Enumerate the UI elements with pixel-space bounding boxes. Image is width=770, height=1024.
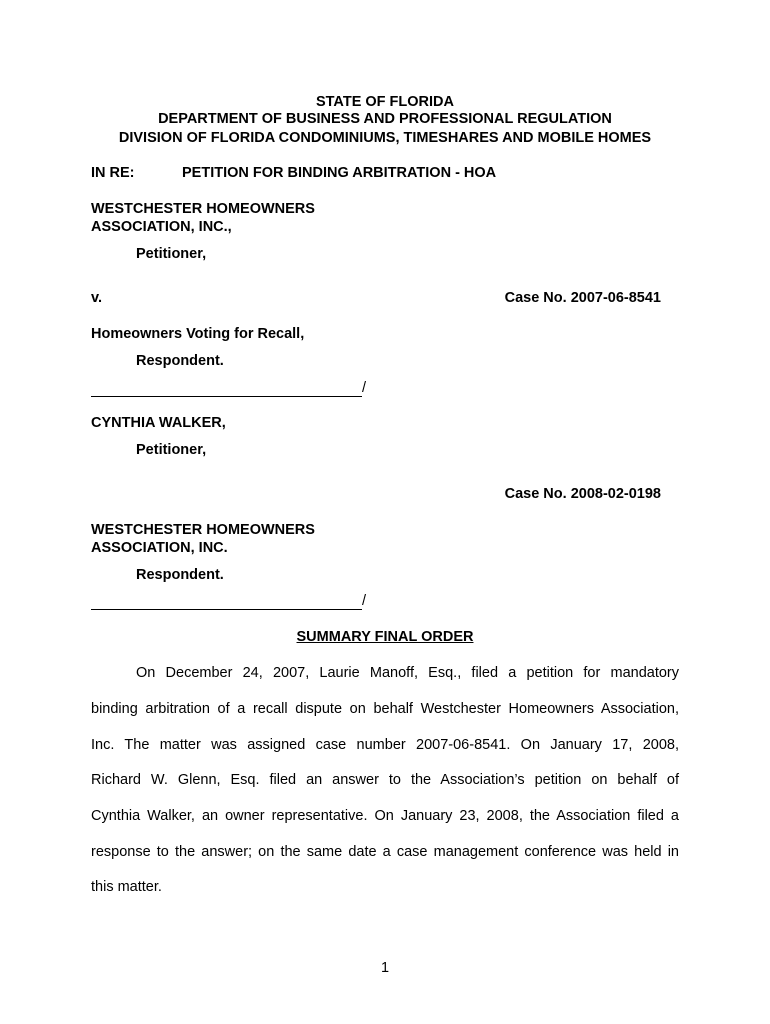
signature-rule-2 <box>91 609 362 610</box>
signature-rule-1 <box>91 396 362 397</box>
body-line-2: binding arbitration of a recall dispute on behalf Westchester Homeowners Association, <box>91 701 679 717</box>
case2-petitioner: CYNTHIA WALKER, <box>91 415 226 431</box>
case1-respondent-role: Respondent. <box>136 353 224 369</box>
body-line-5: Cynthia Walker, an owner representative. On January 23, 2008, the Association filed a <box>91 808 679 824</box>
page-number: 1 <box>380 960 390 976</box>
body-line-4: Richard W. Glenn, Esq. filed an answer to the Association’s petition on behalf of <box>91 772 679 788</box>
in-re-text: PETITION FOR BINDING ARBITRATION - HOA <box>182 165 497 181</box>
rule-slash-1: / <box>362 380 367 396</box>
case1-petitioner-line2: ASSOCIATION, INC., <box>91 219 232 235</box>
case1-petitioner-role: Petitioner, <box>136 246 207 262</box>
header-division: DIVISION OF FLORIDA CONDOMINIUMS, TIMESHARES AND MOBILE HOMES <box>118 130 652 146</box>
body-line-6: response to the answer; on the same date a case management conference was held in <box>91 844 679 860</box>
order-title: SUMMARY FINAL ORDER <box>296 629 474 645</box>
case2-respondent-role: Respondent. <box>136 567 224 583</box>
case2-number: Case No. 2008-02-0198 <box>504 486 661 502</box>
case2-petitioner-role: Petitioner, <box>136 442 207 458</box>
header-department: DEPARTMENT OF BUSINESS AND PROFESSIONAL REGULATION <box>158 111 612 127</box>
body-line-3: Inc. The matter was assigned case number 2007-06-8541. On January 17, 2008, <box>91 737 679 753</box>
body-line-1: On December 24, 2007, Laurie Manoff, Esq., filed a petition for mandatory <box>136 665 679 681</box>
rule-slash-2: / <box>362 593 367 609</box>
in-re-label: IN RE: <box>91 165 135 181</box>
case1-number: Case No. 2007-06-8541 <box>504 290 661 306</box>
versus-label: v. <box>91 290 103 306</box>
body-line-7: this matter. <box>91 879 162 895</box>
case1-petitioner-line1: WESTCHESTER HOMEOWNERS <box>91 201 315 217</box>
case1-respondent: Homeowners Voting for Recall, <box>91 326 305 342</box>
case2-respondent-line1: WESTCHESTER HOMEOWNERS <box>91 522 315 538</box>
header-state: STATE OF FLORIDA <box>315 94 454 110</box>
case2-respondent-line2: ASSOCIATION, INC. <box>91 540 228 556</box>
